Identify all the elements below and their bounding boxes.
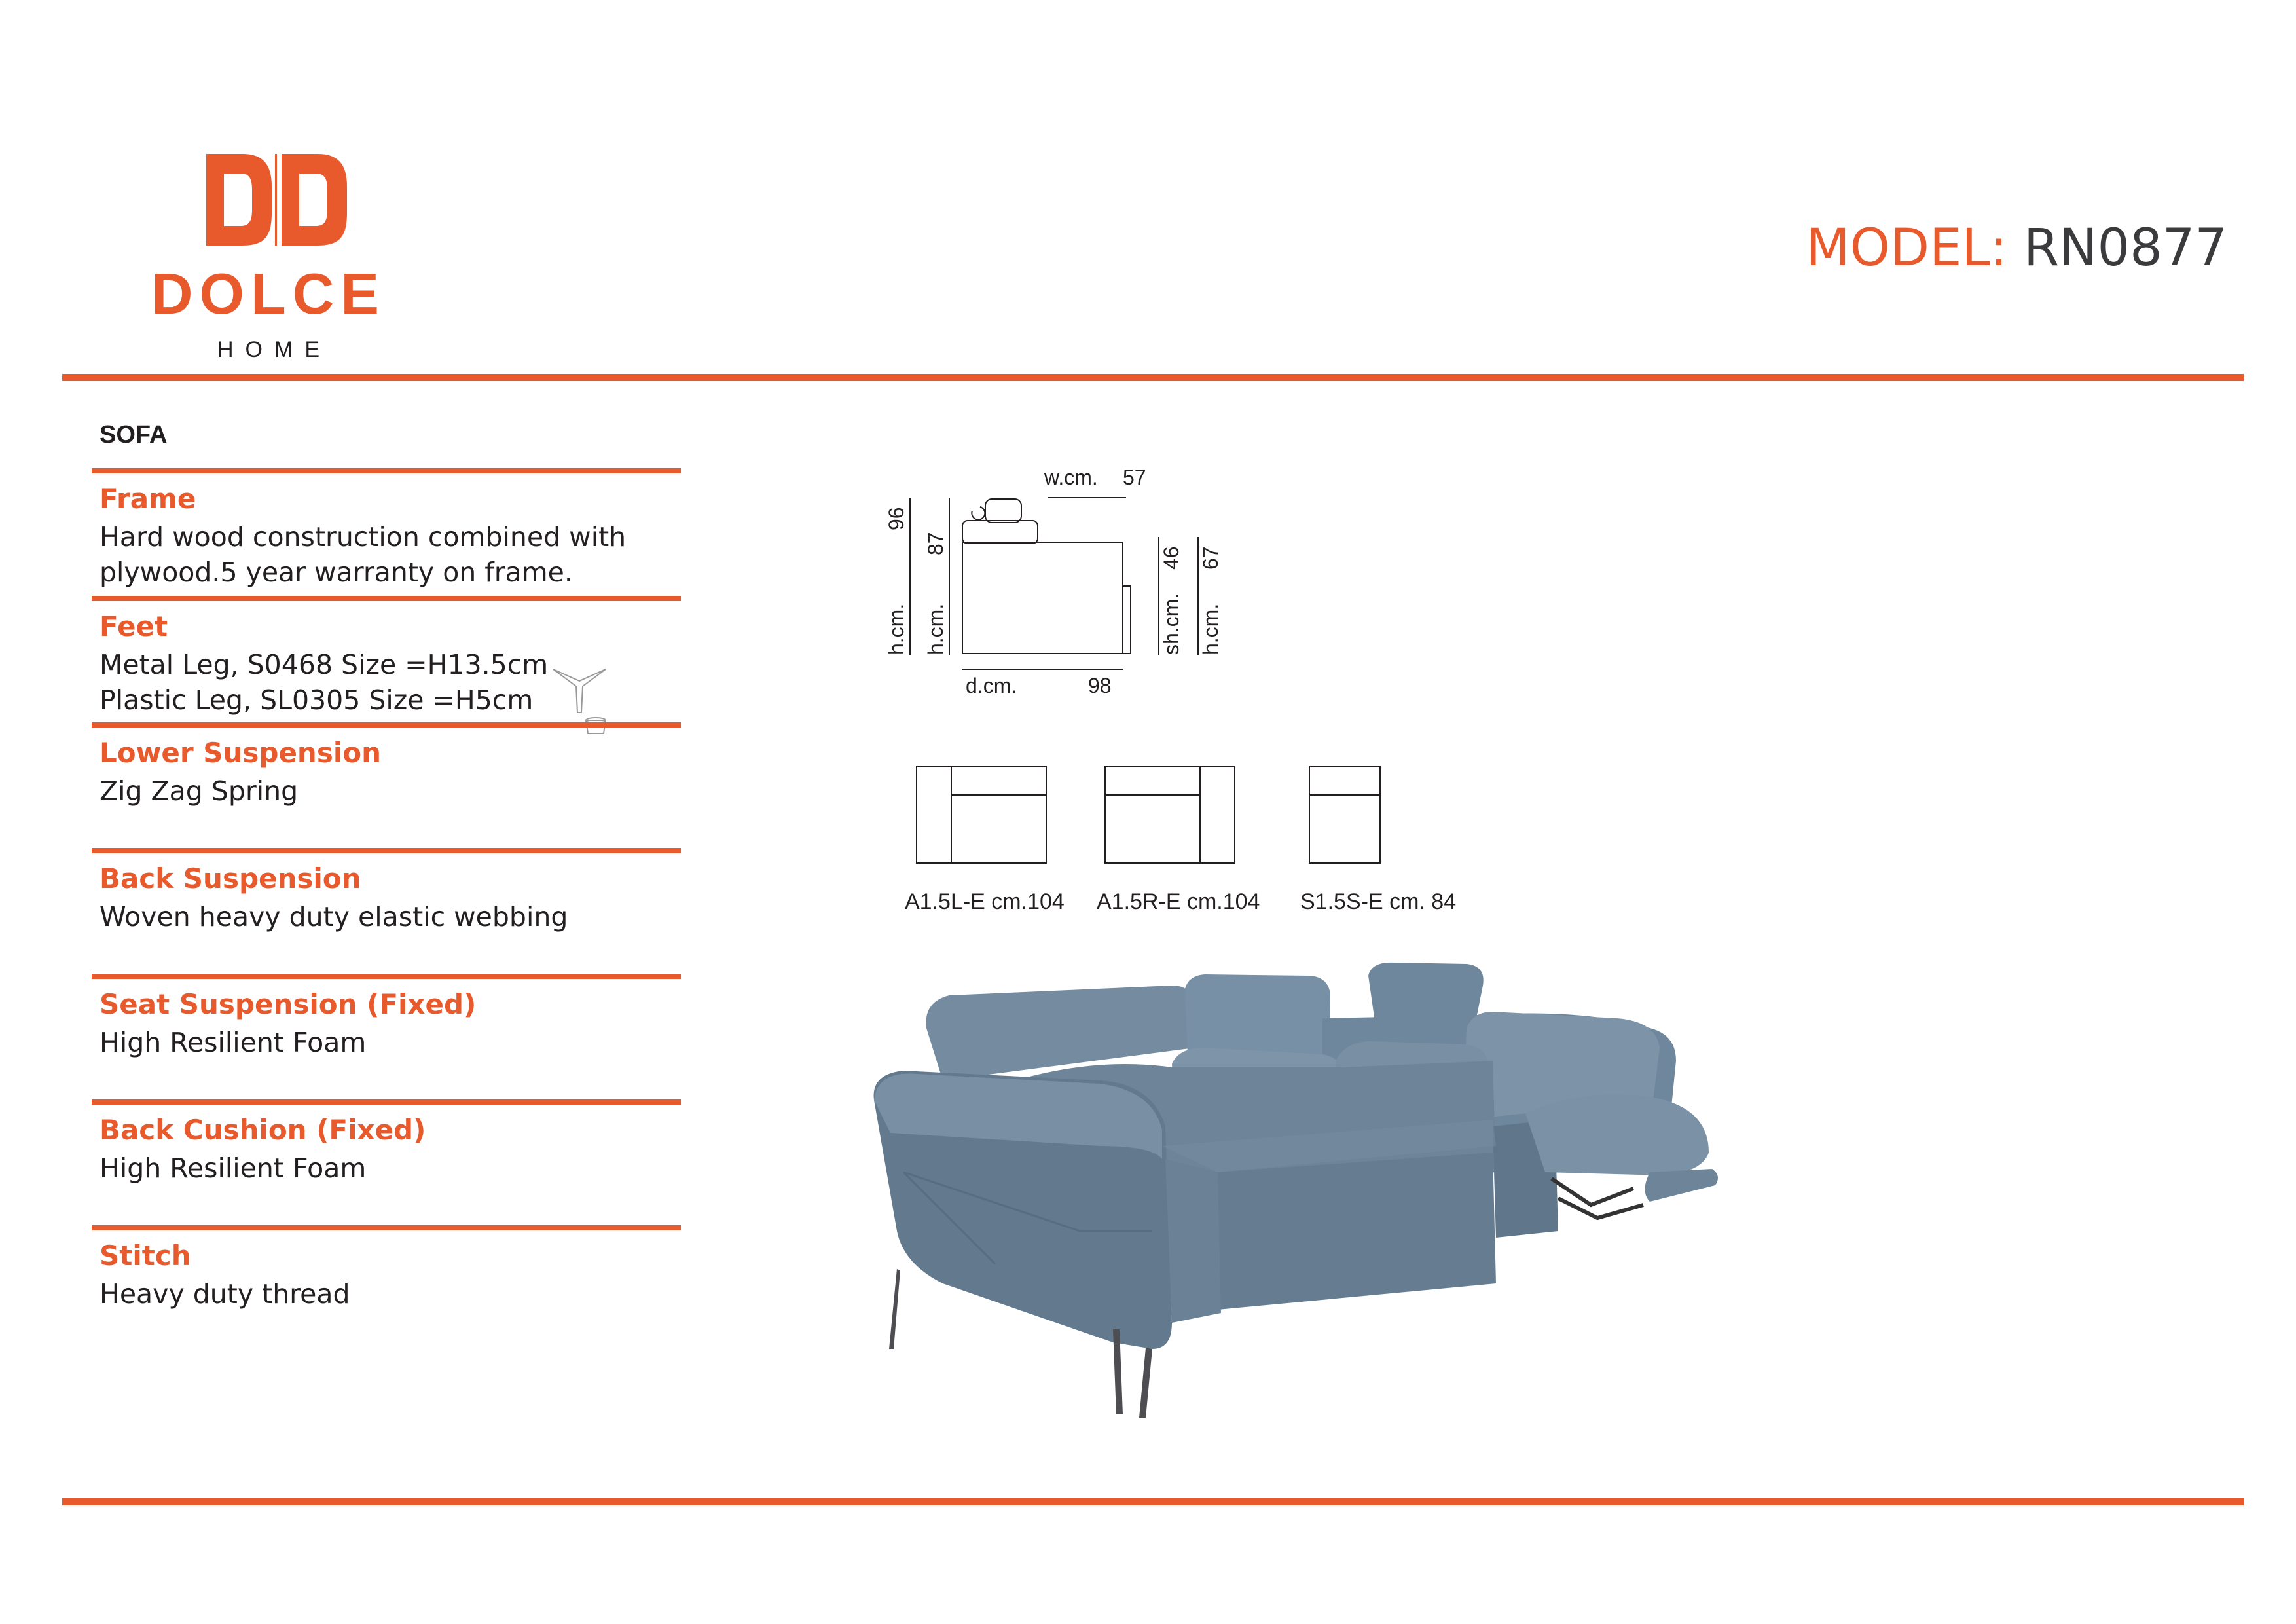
module-label-s15s: S1.5S-E cm. 84 [1300,889,1457,914]
depth-label: d.cm. [966,674,1017,697]
footer-divider [62,1498,2244,1505]
module-label-a15l: A1.5L-E cm.104 [905,889,1065,914]
spec-list [92,422,681,1323]
spec-text: High Resilient Foam [100,1027,367,1058]
spec-text: Woven heavy duty elastic webbing [100,901,568,932]
spec-text: Hard wood construction combined with [100,521,627,553]
spec-section-seat-suspension [92,974,681,1099]
seat-height-value: 46 [1159,546,1183,570]
spec-section-stitch [92,1225,681,1323]
dimension-drawings [858,458,1545,917]
brand-name: DOLCE [151,261,386,326]
header-divider [62,374,2244,381]
sofa-product-image [864,956,1735,1447]
spec-label: Seat Suspension (Fixed) [100,988,477,1020]
width-value: 57 [1123,466,1146,489]
spec-text: High Resilient Foam [100,1153,367,1184]
arm-height-label: h.cm. [1199,603,1222,655]
arm-height-value: 67 [1199,546,1222,570]
dimension-diagram [858,458,1545,917]
spec-section-back-cushion [92,1099,681,1225]
spec-text: Plastic Leg, SL0305 Size =H5cm [100,684,534,716]
spec-label: Back Suspension [100,862,361,895]
height-total-label: h.cm. [884,603,908,655]
model-label: MODEL: [1806,219,2008,278]
spec-label: Stitch [100,1240,191,1272]
brand-logo [144,147,393,362]
spec-label: Lower Suspension [100,737,381,769]
model-heading [1806,219,2227,278]
spec-text: Zig Zag Spring [100,775,299,807]
spec-label: Back Cushion (Fixed) [100,1114,426,1146]
seat-height-label: sh.cm. [1159,593,1183,655]
spec-section-frame [92,468,681,596]
spec-section-back-suspension [92,848,681,974]
spec-text: Heavy duty thread [100,1278,350,1310]
spec-section-lower-suspension [92,722,681,848]
spec-label: Feet [100,610,168,642]
model-code: RN0877 [2023,219,2227,278]
depth-value: 98 [1088,674,1112,697]
height-back-value: 87 [924,532,947,555]
brand-subtitle: HOME [217,337,331,362]
spec-text: plywood.5 year warranty on frame. [100,557,573,588]
module-label-a15r: A1.5R-E cm.104 [1097,889,1260,914]
width-label: w.cm. [1044,466,1098,489]
logo-mark-icon [144,147,393,252]
spec-title: SOFA [100,421,168,449]
height-back-label: h.cm. [924,603,947,655]
sofa-illustration [864,956,1735,1447]
spec-section-feet [92,596,681,722]
spec-label: Frame [100,483,196,515]
spec-text: Metal Leg, S0468 Size =H13.5cm [100,649,549,680]
height-total-value: 96 [884,507,908,530]
